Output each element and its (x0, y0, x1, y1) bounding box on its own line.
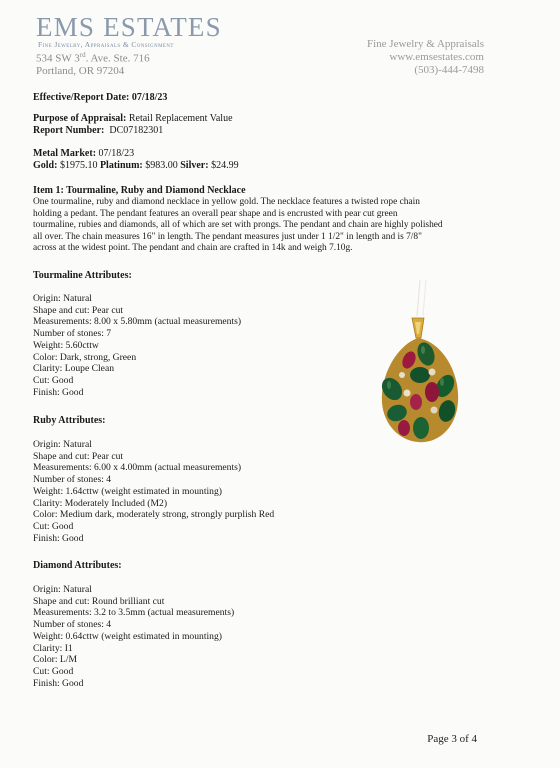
attribute-line: Cut: Good (33, 665, 74, 677)
purpose-of-appraisal: Purpose of Appraisal: Retail Replacement Value (33, 113, 233, 124)
description-line: across at the widest point. The pendant and chain are crafted in 14k and weigh 7.10g. (33, 243, 353, 253)
attribute-line: Cut: Good (33, 520, 74, 532)
tourmaline-heading: Tourmaline Attributes: (33, 270, 132, 281)
pendant-photo (372, 280, 472, 450)
attribute-line: Measurements: 8.00 x 5.80mm (actual measurements) (33, 316, 242, 328)
attribute-line: Measurements: 6.00 x 4.00mm (actual measurements) (33, 462, 242, 474)
company-logo-title: EMS ESTATES (36, 12, 222, 42)
attribute-line: Shape and cut: Pear cut (33, 304, 124, 316)
contact-phone: (503)-444-7498 (414, 64, 484, 76)
metal-market: Metal Market: 07/18/23 (33, 148, 135, 159)
attribute-line: Finish: Good (33, 677, 84, 689)
address-line-2: Portland, OR 97204 (36, 65, 125, 77)
attribute-line: Shape and cut: Round brilliant cut (33, 595, 165, 607)
diamond-heading: Diamond Attributes: (33, 560, 122, 571)
ruby-heading: Ruby Attributes: (33, 415, 106, 426)
attribute-line: Number of stones: 4 (33, 474, 112, 486)
description-line: tourmaline, rubies and diamonds, all of which are set with prongs. The pendant and chain are highly polished (33, 220, 443, 230)
attribute-line: Weight: 1.64cttw (weight estimated in mounting) (33, 485, 222, 497)
description-line: One tourmaline, ruby and diamond necklace in yellow gold. The necklace features a twisted rope chain (33, 197, 420, 207)
report-number: Report Number: DC07182301 (33, 125, 164, 136)
metal-prices: Gold: $1975.10 Platinum: $983.00 Silver: $24.99 (33, 160, 239, 171)
attribute-line: Finish: Good (33, 532, 84, 544)
description-line: holding a pedant. The pendant features an overall pear shape and is encrusted with pear cut green (33, 208, 398, 219)
item-title: Item 1: Tourmaline, Ruby and Diamond Necklace (33, 185, 246, 196)
attribute-line: Measurements: 3.2 to 3.5mm (actual measurements) (33, 607, 235, 619)
tourmaline-attributes (33, 293, 241, 398)
attribute-line: Clarity: Loupe Clean (33, 363, 114, 375)
contact-website: www.emsestates.com (389, 51, 484, 63)
attribute-line: Weight: 0.64cttw (weight estimated in mounting) (33, 630, 222, 642)
page-number: Page 3 of 4 (427, 733, 477, 745)
attribute-line: Color: Dark, strong, Green (33, 351, 137, 363)
ruby-attributes (33, 439, 274, 544)
attribute-line: Number of stones: 7 (33, 328, 112, 340)
attribute-line: Origin: Natural (33, 584, 92, 595)
attribute-line: Shape and cut: Pear cut (33, 450, 124, 462)
attribute-line: Weight: 5.60cttw (33, 339, 99, 351)
attribute-line: Color: L/M (33, 654, 77, 666)
company-logo-tagline: Fine Jewelry, Appraisals & Consignment (38, 40, 174, 49)
attribute-line: Number of stones: 4 (33, 619, 112, 631)
attribute-line: Origin: Natural (33, 439, 92, 450)
attribute-line: Cut: Good (33, 374, 74, 386)
effective-date: Effective/Report Date: 07/18/23 (33, 92, 168, 103)
description-line: all over. The chain measures 16" in length. The pendant measures just under 1 1/2" in length and is 7/8" (33, 231, 422, 242)
attribute-line: Origin: Natural (33, 293, 92, 304)
attribute-line: Clarity: I1 (33, 642, 73, 654)
diamond-attributes (33, 584, 234, 689)
attribute-line: Clarity: Moderately Included (M2) (33, 497, 168, 509)
attribute-line: Finish: Good (33, 386, 84, 398)
item-description (33, 197, 513, 255)
address-line-1: 534 SW 3rd. Ave. Ste. 716 (36, 51, 150, 65)
attribute-line: Color: Medium dark, moderately strong, strongly purplish Red (33, 509, 275, 521)
contact-tagline: Fine Jewelry & Appraisals (366, 38, 484, 50)
